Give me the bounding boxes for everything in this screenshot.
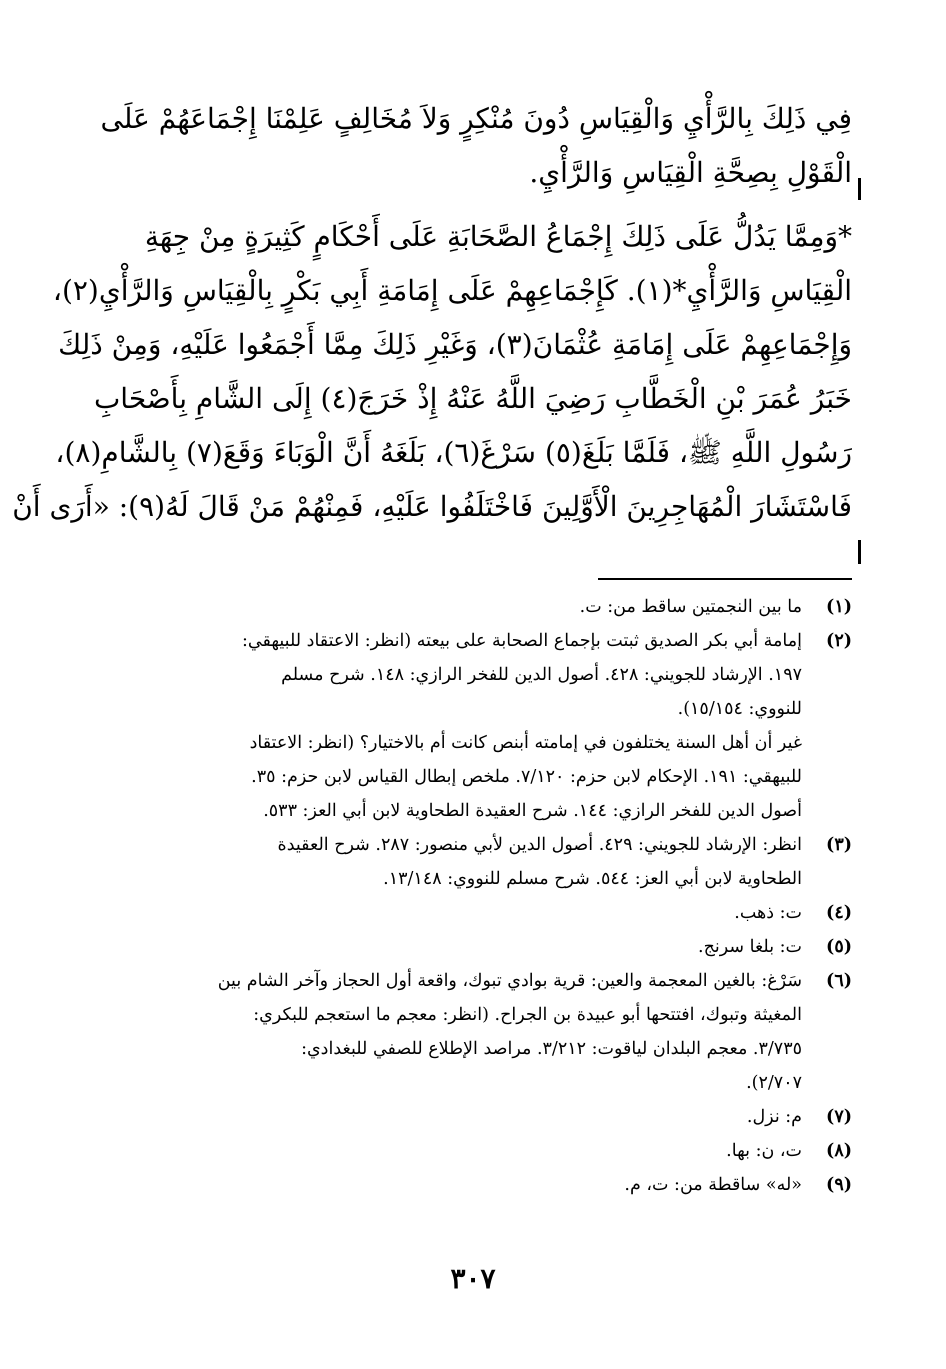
scan-edge-mark [858,178,861,200]
footnote [100,1134,852,1168]
footnote [100,930,852,964]
footnote-text [100,1168,802,1202]
footnote-text [100,964,802,1100]
footnote-text [100,828,802,896]
main-text-line: خَبَرُ عُمَرَ بْنِ الْخَطَّابِ رَضِيَ اللَّهُ عَنْهُ إِذْ خَرَجَ(٤) إِلَى الشَّامِ بِأَصْحَابِ [93,382,852,415]
footnote-text [100,1134,802,1168]
footnote [100,1168,852,1202]
footnote-number: (٣) [826,835,852,855]
footnote-separator [598,578,852,580]
footnote-text [100,930,802,964]
footnote-line: انظر: الإرشاد للجويني: ٤٢٩. أصول الدين لأبي منصور: ٢٨٧. شرح العقيدة [277,835,802,855]
scan-edge-mark [858,540,861,564]
footnote-number: (٤) [826,903,852,923]
footnote-line: المغيثة وتبوك، افتتحها أبو عبيدة بن الجراح. (انظر: معجم ما استعجم للبكري: [253,1005,802,1025]
main-text-line: فِي ذَلِكَ بِالرَّأْيِ وَالْقِيَاسِ دُونَ مُنْكِرٍ وَلاَ مُخَالِفٍ عَلِمْنَا إِجْمَاعَهُمْ عَلَى [100,102,852,135]
main-text-line: رَسُولِ اللَّهِ ﷺ، فَلَمَّا بَلَغَ(٥) سَرْغَ(٦)، بَلَغَهُ أَنَّ الْوَبَاءَ وَقَعَ(٧) بِالشَّامِ(٨)، [55,436,852,469]
footnote [100,1100,852,1134]
footnote-line: للبيهقي: ١٩١. الإحكام لابن حزم: ٧/١٢٠. ملخص إبطال القياس لابن حزم: ٣٥. [251,767,802,787]
footnote-line: أصول الدين للفخر الرازي: ١٤٤. شرح العقيدة الطحاوية لابن أبي العز: ٥٣٣. [263,801,802,821]
footnote-line: ما بين النجمتين ساقط من: ت. [579,597,802,617]
footnote-text [100,590,802,624]
footnote-line: م: نزل. [746,1107,802,1127]
footnote-line: للنووي: ١٥/١٥٤). [677,699,802,719]
footnote [100,828,852,896]
footnote-line: غير أن أهل السنة يختلفون في إمامته أبنص كانت أم بالاختيار؟ (انظر: الاعتقاد [249,733,802,753]
footnote-line: ت: ذهب. [734,903,802,923]
footnote-line: ٢/٧٠٧). [746,1073,802,1093]
footnote-number: (٩) [826,1175,852,1195]
main-text-line: الْقَوْلِ بِصِحَّةِ الْقِيَاسِ وَالرَّأْيِ. [529,156,852,189]
footnote-line: ت: بلغا سرنج. [698,937,802,957]
footnote-line: الطحاوية لابن أبي العز: ٥٤٤. شرح مسلم للنووي: ١٣/١٤٨. [383,869,802,889]
footnote-line: «له» ساقطة من: ت، م. [624,1175,802,1195]
footnote-text [100,1100,802,1134]
footnote-line: ت، ن: بها. [726,1141,802,1161]
main-paragraph [12,210,852,534]
main-text-line: الْقِيَاسِ وَالرَّأْيِ*(١). كَإِجْمَاعِهِمْ عَلَى إِمَامَةِ أَبِي بَكْرٍ بِالْقِيَاسِ وَالرَّأْيِ(٢)، [52,274,852,307]
footnote-line: ٣/٧٣٥. معجم البلدان لياقوت: ٣/٢١٢. مراصد الإطلاع للصفي للبغدادي: [301,1039,802,1059]
footnote-text [100,624,802,828]
footnote-line: ١٩٧. الإرشاد للجويني: ٤٢٨. أصول الدين للفخر الرازي: ١٤٨. شرح مسلم [281,665,802,685]
footnote [100,896,852,930]
footnote-number: (٨) [826,1141,852,1161]
footnote-line: إمامة أبي بكر الصديق ثبتت بإجماع الصحابة على بيعته (انظر: الاعتقاد للبيهقي: [242,631,802,651]
main-text-line: فَاسْتَشَارَ الْمُهَاجِرِينَ الْأَوَّلِينَ فَاخْتَلَفُوا عَلَيْهِ، فَمِنْهُمْ مَنْ قَالَ لَهُ(٩): «أَرَى أَنْ [12,490,852,523]
footnotes [100,590,852,1202]
footnote-number: (٢) [826,631,852,651]
main-text-line: وَإِجْمَاعِهِمْ عَلَى إِمَامَةِ عُثْمَانَ(٣)، وَغَيْرِ ذَلِكَ مِمَّا أَجْمَعُوا عَلَيْهِ، وَمِنْ ذَلِكَ [58,328,852,361]
footnote-number: (٧) [826,1107,852,1127]
footnote-text [100,896,802,930]
page-number: ٣٠٧ [450,1262,496,1295]
footnote [100,590,852,624]
main-text [12,92,852,534]
footnote [100,624,852,828]
footnote-number: (٥) [826,937,852,957]
footnote-number: (١) [826,597,852,617]
footnote-number: (٦) [826,971,852,991]
footnote-line: سَرْغ: بالغين المعجمة والعين: قرية بوادي تبوك، واقعة أول الحجاز وآخر الشام بين [217,971,802,991]
main-text-line: *وَمِمَّا يَدُلُّ عَلَى ذَلِكَ إِجْمَاعُ الصَّحَابَةِ عَلَى أَحْكَامٍ كَثِيرَةٍ مِنْ جِهَةِ [144,220,852,253]
footnote [100,964,852,1100]
